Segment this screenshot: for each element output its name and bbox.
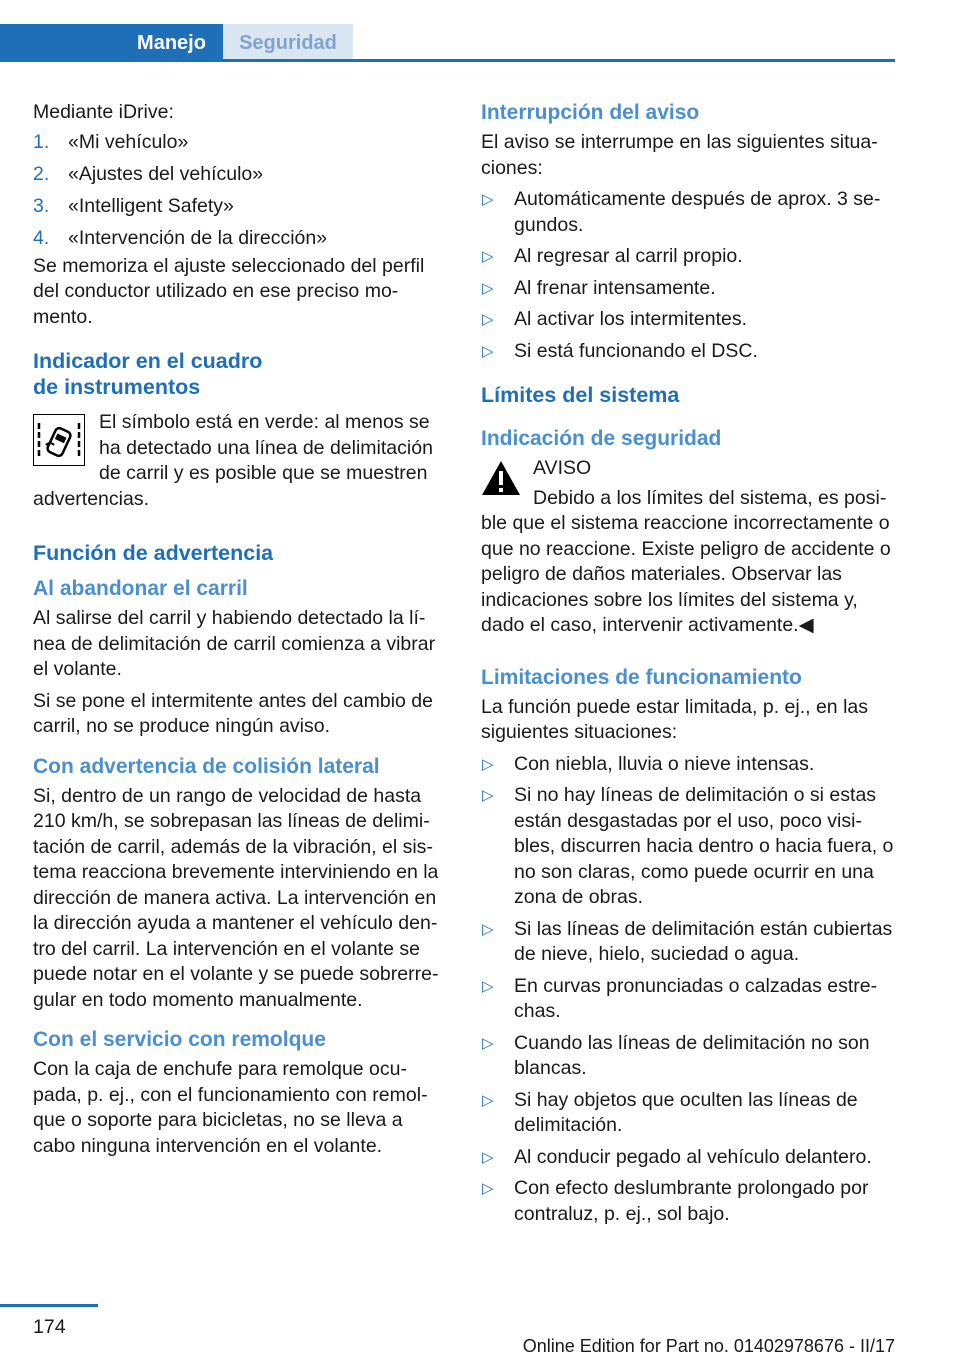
heading-warning-function: Función de advertencia	[33, 541, 274, 565]
list-item-text: Cuando las líneas de delimitación no son blancas.	[514, 1031, 870, 1079]
list-item	[33, 194, 446, 226]
triangle-right-outline-icon: ▷	[482, 1180, 494, 1197]
left-column	[33, 100, 446, 1165]
right-column	[481, 100, 895, 1233]
step-number: 4.	[33, 226, 50, 249]
step-number: 3.	[33, 194, 50, 217]
indicator-text: El símbolo está en verde: al menos se ha detectado una línea de delimitación de carril y es posible que se muestren advertencias.	[33, 411, 433, 510]
tab-manejo[interactable]	[0, 24, 223, 62]
list-item-text: Con niebla, lluvia o nieve intensas.	[514, 752, 815, 775]
list-item-text: Si las líneas de delimitación están cubiertas de nieve, hielo, suciedad o agua.	[514, 917, 893, 965]
list-item-text: Al frenar intensamente.	[514, 276, 716, 299]
functional-text: La función puede estar limitada, p. ej., en las siguientes situaciones:	[481, 695, 868, 743]
list-item-text: Al regresar al carril propio.	[514, 245, 743, 267]
triangle-right-outline-icon: ▷	[482, 248, 494, 265]
list-item-text: En curvas pronunciadas o calzadas estrechas.	[514, 974, 878, 1022]
list-item	[481, 307, 895, 333]
list-item	[481, 339, 895, 365]
list-item-text: Si hay objetos que oculten las líneas de delimitación.	[514, 1088, 858, 1136]
list-item-text: Si no hay líneas de delimitación o si estas están desgastadas por el uso, poco visibles, discurren hacia dentro o hacia fuera, o no son claras, como puede ocurrir en una zona de obras.	[514, 784, 894, 908]
header-rule	[0, 59, 895, 62]
triangle-right-outline-icon: ▷	[482, 920, 494, 938]
warning-block	[481, 456, 895, 645]
idrive-steps	[33, 130, 446, 254]
triangle-right-outline-icon: ▷	[482, 1034, 494, 1052]
list-item	[481, 917, 895, 968]
memo-text: Se memoriza el ajuste seleccionado del perfil del conductor utilizado en ese preciso momento.	[33, 254, 425, 328]
warning-triangle-icon	[481, 460, 521, 496]
leaving-text-2: Si se pone el intermitente antes del cambio de carril, no se produce ningún aviso.	[33, 689, 433, 737]
list-item-text: Al conducir pegado al vehículo delantero.	[514, 1145, 872, 1168]
leaving-text-1: Al salirse del carril y habiendo detectado la línea de delimitación de carril comienza a vibrar el volante.	[33, 607, 436, 680]
heading-system-limits: Límites del sistema	[481, 383, 680, 407]
list-item	[481, 1088, 895, 1139]
list-item	[481, 244, 895, 270]
footer-rule	[0, 1304, 98, 1307]
list-item-text: Al activar los intermitentes.	[514, 308, 748, 330]
triangle-right-outline-icon: ▷	[482, 311, 494, 328]
edition-text: Online Edition for Part no. 01402978676 - II/17	[522, 1336, 895, 1356]
list-item-text: Si está funcionando el DSC.	[514, 339, 758, 362]
step-text: «Intervención de la dirección»	[68, 226, 328, 249]
heading-safety-note: Indicación de seguridad	[481, 427, 722, 450]
triangle-right-outline-icon: ▷	[482, 279, 494, 297]
heading-interruption: Interrupción del aviso	[481, 101, 700, 124]
list-item-text: Con efecto deslumbrante prolongado por contraluz, p. ej., sol bajo.	[514, 1177, 869, 1225]
list-item	[33, 162, 446, 194]
heading-functional-limitations: Limitaciones de funcionamiento	[481, 665, 802, 689]
list-item	[481, 276, 895, 302]
list-item-text: Automáticamente después de aprox. 3 segundos.	[514, 188, 881, 236]
step-text: «Ajustes del vehículo»	[68, 162, 264, 185]
triangle-right-outline-icon: ▷	[482, 977, 494, 995]
step-text: «Intelligent Safety»	[68, 194, 234, 217]
list-item	[481, 1176, 895, 1227]
warning-text: Debido a los límites del sistema, es posible que el sistema reaccione incorrectamente o que no reaccione. Existe peligro de accidente o peligro de daños materiales. Observar las indicaciones sobre los límites del sistema y, dado el caso, intervenir activamente.◀	[481, 486, 891, 636]
header-tabbar	[0, 24, 895, 62]
idrive-intro: Mediante iDrive:	[33, 101, 174, 123]
tab-seguridad-label: Seguridad	[239, 32, 337, 54]
indicator-block	[33, 410, 446, 518]
list-item	[481, 974, 895, 1025]
list-item	[481, 783, 895, 911]
list-item	[481, 1145, 895, 1171]
collision-text: Si, dentro de un rango de velocidad de hasta 210 km/h, se sobrepasan las líneas de delimitación de carril, además de la vibración, el sistema reacciona brevemente interviniendo en la dirección de manera activa. La intervención en la dirección ayuda a mantener el vehículo dentro del carril. La intervención en el volante se puede notar en el volante y se puede sobrerregular en todo momento manualmente.	[33, 784, 439, 1011]
heading-leaving-lane: Al abandonar el carril	[33, 577, 248, 600]
heading-trailer: Con el servicio con remolque	[33, 1028, 326, 1051]
tab-manejo-label: Manejo	[137, 32, 206, 54]
triangle-right-outline-icon: ▷	[482, 191, 494, 208]
triangle-right-outline-icon: ▷	[482, 787, 494, 804]
functional-list	[481, 752, 895, 1228]
triangle-right-outline-icon: ▷	[482, 1091, 494, 1109]
trailer-text: Con la caja de enchufe para remolque ocupada, p. ej., con el funcionamiento con remolque o soporte para bicicletas, no se lleva a cabo ninguna intervención en el volante.	[33, 1058, 428, 1157]
heading-indicator: Indicador en el cuadro de instrumentos	[33, 349, 263, 399]
interruption-list	[481, 187, 895, 364]
list-item	[33, 130, 446, 162]
list-item	[481, 187, 895, 238]
tab-seguridad[interactable]	[223, 24, 353, 62]
step-number: 2.	[33, 162, 50, 185]
lane-departure-icon	[33, 414, 85, 466]
interruption-text: El aviso se interrumpe en las siguientes situaciones:	[481, 131, 878, 179]
warning-title: AVISO	[533, 457, 592, 479]
triangle-right-outline-icon: ▷	[482, 1148, 494, 1166]
list-item	[481, 1031, 895, 1082]
triangle-right-outline-icon: ▷	[482, 755, 494, 773]
step-text: «Mi vehículo»	[68, 130, 189, 153]
page-number: 174	[33, 1316, 66, 1338]
triangle-right-outline-icon: ▷	[482, 342, 494, 360]
step-number: 1.	[33, 130, 50, 153]
heading-side-collision: Con advertencia de colisión lateral	[33, 754, 380, 778]
list-item	[33, 226, 446, 254]
list-item	[481, 752, 895, 778]
